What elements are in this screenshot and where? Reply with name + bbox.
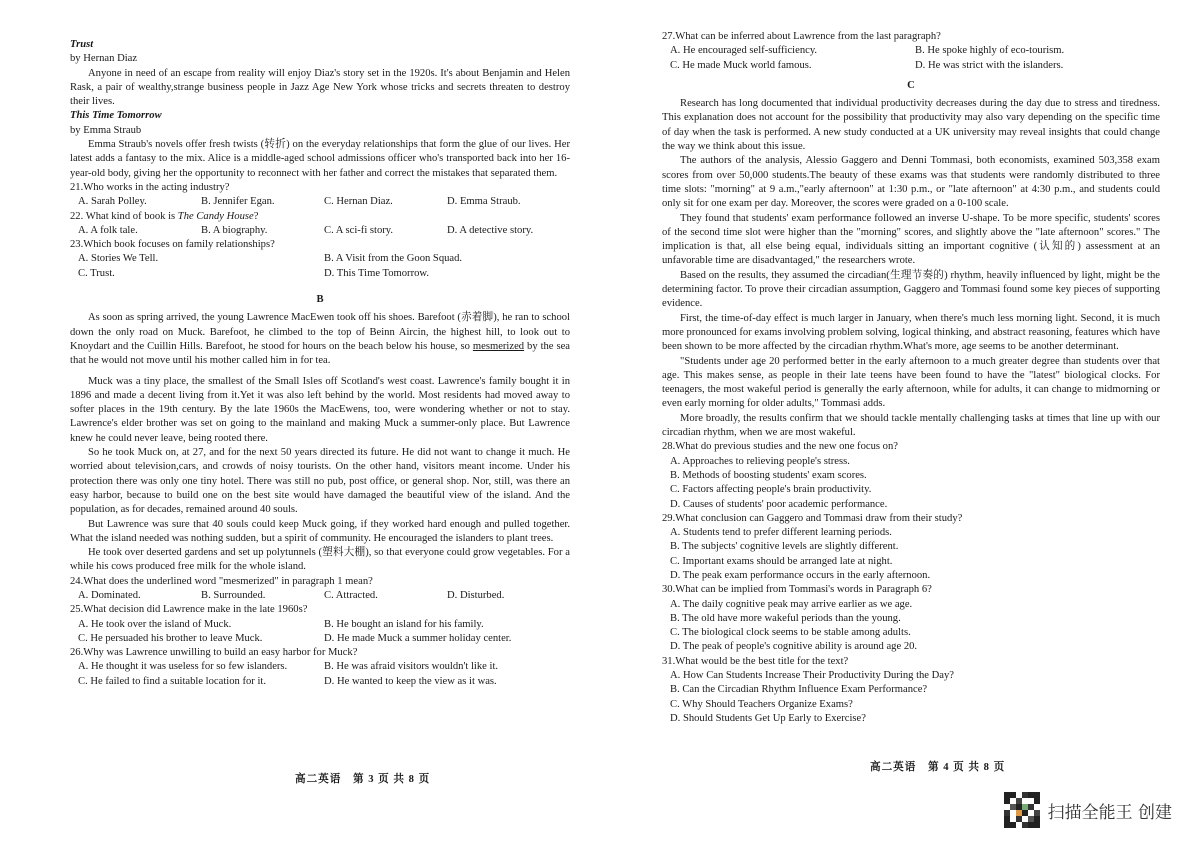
- passage-b-paragraph-4: But Lawrence was sure that 40 souls could keep Muck going, if they worked hard enough and pulled together. What the island needed was nothing sudden, but a spirit of community. He encouraged the islanders to plant trees.: [70, 518, 570, 544]
- option: D. He was strict with the islanders.: [915, 59, 1064, 71]
- option: A. He took over the island of Muck.: [78, 618, 232, 630]
- passage-c-paragraph-2: The authors of the analysis, Alessio Gaggero and Denni Tommasi, both economists, examined 503,358 exam scores from over 50,000 students.The beauty of these exams was that students were randomly distributed to three time slots: "morning" at 9 a.m.,"early afternoon" at 1:30 p.m., or "late afternoon" at 4:30 p.m., and students could only sit for one exam per day. Moreover, the scores were graded on a 0-100 scale.: [662, 155, 1160, 210]
- question-22-stem-post: ?: [253, 210, 259, 222]
- option: A. He encouraged self-sufficiency.: [670, 45, 818, 57]
- option: D. He made Muck a summer holiday center.: [324, 632, 512, 644]
- passage-c-paragraph-5: First, the time-of-day effect is much larger in January, when there's much less morning light. Second, it is much more pronounced for exams involving problem solving, logical thinking, and abstract reasoning, features which have been shown to be more affected by the circadian rhythm.What's more, age seems to be another determinant.: [662, 312, 1160, 353]
- option: C. Hernan Diaz.: [324, 196, 393, 208]
- question-25-options: [78, 618, 570, 647]
- question-24-options: [78, 589, 570, 603]
- question-27-options: [670, 44, 1160, 73]
- option: C. Why Should Teachers Organize Exams?: [670, 698, 853, 710]
- book-title-this-time-tomorrow: This Time Tomorrow: [70, 110, 162, 122]
- question-29-options: [670, 526, 1160, 583]
- right-page: [610, 0, 1200, 848]
- question-23-stem: 23.Which book focuses on family relationships?: [70, 239, 275, 251]
- option: C. A sci-fi story.: [324, 224, 394, 236]
- option: C. Factors affecting people's brain productivity.: [670, 484, 872, 496]
- option: D. Emma Straub.: [447, 196, 521, 208]
- question-22-options: [78, 224, 570, 238]
- passage-b-p1-pre: As soon as spring arrived, the young Lawrence MacEwen took off his shoes. Barefoot (赤着脚), he ran to school down the only road on Muck. Barefoot, he climbed to the top of Beinn Aircin, the highest hill, to look out to Knoydart and the Cuillin Hills. Barefoot, he stood for hours on the beach below his house, so: [70, 312, 570, 352]
- option: A. Stories We Tell.: [78, 253, 159, 265]
- question-22-book-title: The Candy House: [177, 210, 254, 222]
- option: C. Important exams should be arranged late at night.: [670, 555, 893, 567]
- passage-b-p1-post: by the sea that he would not move until his mother called him in for tea.: [70, 340, 570, 367]
- option: D. He wanted to keep the view as it was.: [324, 675, 497, 687]
- question-29-stem: 29.What conclusion can Gaggero and Tommasi draw from their study?: [662, 512, 963, 524]
- underlined-word-mesmerized: mesmerized: [472, 340, 525, 352]
- option: A. Dominated.: [78, 589, 141, 601]
- option: D. A detective story.: [447, 224, 534, 236]
- passage-c-paragraph-6: "Students under age 20 performed better in the early afternoon to a much greater degree than students over that age. This makes sense, as people in their late teens have been found to have the "latest" biological clocks. For teenagers, the most wakeful period is generally the early afternoon, while for adults, it can change to midmorning or even early morning for older adults," Tommasi adds.: [662, 355, 1160, 410]
- question-28-stem: 28.What do previous studies and the new one focus on?: [662, 441, 898, 453]
- question-30-stem: 30.What can be implied from Tommasi's words in Paragraph 6?: [662, 584, 932, 596]
- passage-c-paragraph-4: Based on the results, they assumed the circadian(生理节奏的) rhythm, heavily influenced by light, might be the determining factor. To prove their circadian assumption, Gaggero and Tommasi found some key pieces of supporting evidence.: [662, 269, 1160, 310]
- question-31-options: [670, 669, 1160, 726]
- option: B. He was afraid visitors wouldn't like it.: [324, 661, 499, 673]
- passage-b-paragraph-5: He took over deserted gardens and set up polytunnels (塑料大棚), so that everyone could grow vegetables. For a while his cows produced free milk for the whole island.: [70, 547, 570, 573]
- question-30-options: [670, 598, 1160, 655]
- option: D. Should Students Get Up Early to Exercise?: [670, 712, 866, 724]
- option: A. Students tend to prefer different learning periods.: [670, 527, 892, 539]
- option: B. Jennifer Egan.: [201, 196, 275, 208]
- option: D. This Time Tomorrow.: [324, 267, 430, 279]
- option: A. Sarah Polley.: [78, 196, 147, 208]
- option: C. Attracted.: [324, 589, 378, 601]
- option: B. Methods of boosting students' exam scores.: [670, 469, 867, 481]
- option: A. Approaches to relieving people's stress.: [670, 455, 850, 467]
- option: D. The peak of people's cognitive ability is around age 20.: [670, 641, 918, 653]
- option: B. A Visit from the Goon Squad.: [324, 253, 463, 265]
- question-22-stem-pre: 22. What kind of book is: [70, 210, 178, 222]
- passage-b-paragraph-3: So he took Muck on, at 27, and for the next 50 years directed its future. He did not want to change it much. He worried about television,cars, and crowds of noisy tourists. On the other hand, visitors meant income. Under his protection there was only one tiny hotel. There was still no pub, post office, or general shop. Nor, still, was there an easy harbor, because to build one on the best site would have damaged the beautiful view of the island. And the population, as for decades, remained around 40 souls.: [70, 447, 570, 516]
- question-26-stem: 26.Why was Lawrence unwilling to build an easy harbor for Muck?: [70, 647, 358, 659]
- option: C. Trust.: [78, 267, 115, 279]
- option: A. How Can Students Increase Their Productivity During the Day?: [670, 670, 955, 682]
- section-c-heading: C: [907, 79, 915, 91]
- book-author-trust: by Hernan Diaz: [70, 53, 138, 65]
- book-author-this-time-tomorrow: by Emma Straub: [70, 124, 142, 136]
- question-25-stem: 25.What decision did Lawrence make in the late 1960s?: [70, 604, 308, 616]
- option: B. He bought an island for his family.: [324, 618, 484, 630]
- passage-b-paragraph-2: Muck was a tiny place, the smallest of the Small Isles off Scotland's west coast. Lawrence's family bought it in 1896 and made a decent living from it.Yet it was also left behind by the world. Most residents had moved away to softer places in the 19th century. By the late 1960s the MacEwens, too, were wondering whether or not to stay. Lawrence's elder brother was set on going to the mainland and making Muck a summer-only place. But Lawrence knew he could never leave, being rooted there.: [70, 375, 570, 444]
- option: D. Disturbed.: [447, 589, 505, 601]
- passage-b-paragraph-1: [70, 311, 570, 368]
- question-22-stem: [70, 210, 570, 224]
- question-27-stem: 27.What can be inferred about Lawrence from the last paragraph?: [662, 31, 941, 42]
- book-desc-this-time-tomorrow: Emma Straub's novels offer fresh twists (转折) on the everyday relationships that form the glue of our lives. Her latest adds a fantasy to the mix. Alice is a middle-aged school admissions officer who's transported back into her 16-year-old body, giving her the opportunity to reconnect with her father and correct the mistakes that separated them.: [70, 139, 570, 179]
- option: A. A folk tale.: [78, 224, 138, 236]
- passage-c-paragraph-1: Research has long documented that individual productivity decreases during the day due to stress and tiredness. This explanation does not account for the possibility that productivity may also vary depending on the specific time of day when the task is performed. A new study conducted at a UK university may reveal insights that could change the way we think about this issue.: [662, 98, 1160, 153]
- option: B. Can the Circadian Rhythm Influence Exam Performance?: [670, 684, 928, 696]
- option: B. A biography.: [201, 224, 268, 236]
- page-footer-right: 高二英语 第 4 页 共 8 页: [870, 762, 1006, 773]
- scanner-watermark-text: 扫描全能王 创建: [1047, 802, 1172, 823]
- option: A. The daily cognitive peak may arrive earlier as we age.: [670, 598, 913, 610]
- option: B. The subjects' cognitive levels are slightly different.: [670, 541, 899, 553]
- option: A. He thought it was useless for so few islanders.: [78, 661, 288, 673]
- qr-code-icon: [1004, 792, 1040, 828]
- question-24-stem: 24.What does the underlined word "mesmerized" in paragraph 1 mean?: [70, 575, 373, 587]
- question-31-stem: 31.What would be the best title for the text?: [662, 655, 849, 667]
- option: D. Causes of students' poor academic performance.: [670, 498, 888, 510]
- option: B. The old have more wakeful periods than the young.: [670, 612, 901, 624]
- option: B. Surrounded.: [201, 589, 266, 601]
- option: C. The biological clock seems to be stable among adults.: [670, 627, 911, 639]
- question-21-options: [78, 195, 570, 209]
- option: D. The peak exam performance occurs in the early afternoon.: [670, 569, 931, 581]
- option: C. He persuaded his brother to leave Muck.: [78, 632, 263, 644]
- question-21-stem: 21.Who works in the acting industry?: [70, 181, 230, 193]
- question-26-options: [78, 660, 570, 689]
- option: C. He made Muck world famous.: [670, 59, 812, 71]
- passage-c-paragraph-7: More broadly, the results confirm that we should tackle mentally challenging tasks at times that line up with our circadian rhythm, when we are most wakeful.: [662, 412, 1160, 439]
- page-footer-left: 高二英语 第 3 页 共 8 页: [295, 774, 431, 785]
- section-b-heading: B: [316, 294, 324, 306]
- option: B. He spoke highly of eco-tourism.: [915, 45, 1065, 57]
- book-desc-trust: Anyone in need of an escape from reality will enjoy Diaz's story set in the 1920s. It's about Benjamin and Helen Rask, a pair of wealthy,strange business people in Jazz Age New York whose tricks and secrets threaten to destroy their lives.: [70, 67, 570, 108]
- question-23-options: [78, 252, 570, 281]
- question-28-options: [670, 455, 1160, 512]
- option: C. He failed to find a suitable location for it.: [78, 675, 266, 687]
- passage-c-paragraph-3: They found that students' exam performance followed an inverse U-shape. To be more specific, students' scores of the second time slot were higher than the "morning" scores, and slightly above the "late afternoon" scores." The implication is that, all else being equal, individuals sitting an important cognitive (认知的) assessment at an unfavorable time are disadvantaged," the researchers wrote.: [662, 212, 1160, 267]
- book-title-trust: Trust: [70, 39, 94, 50]
- scanner-watermark: [1004, 792, 1172, 828]
